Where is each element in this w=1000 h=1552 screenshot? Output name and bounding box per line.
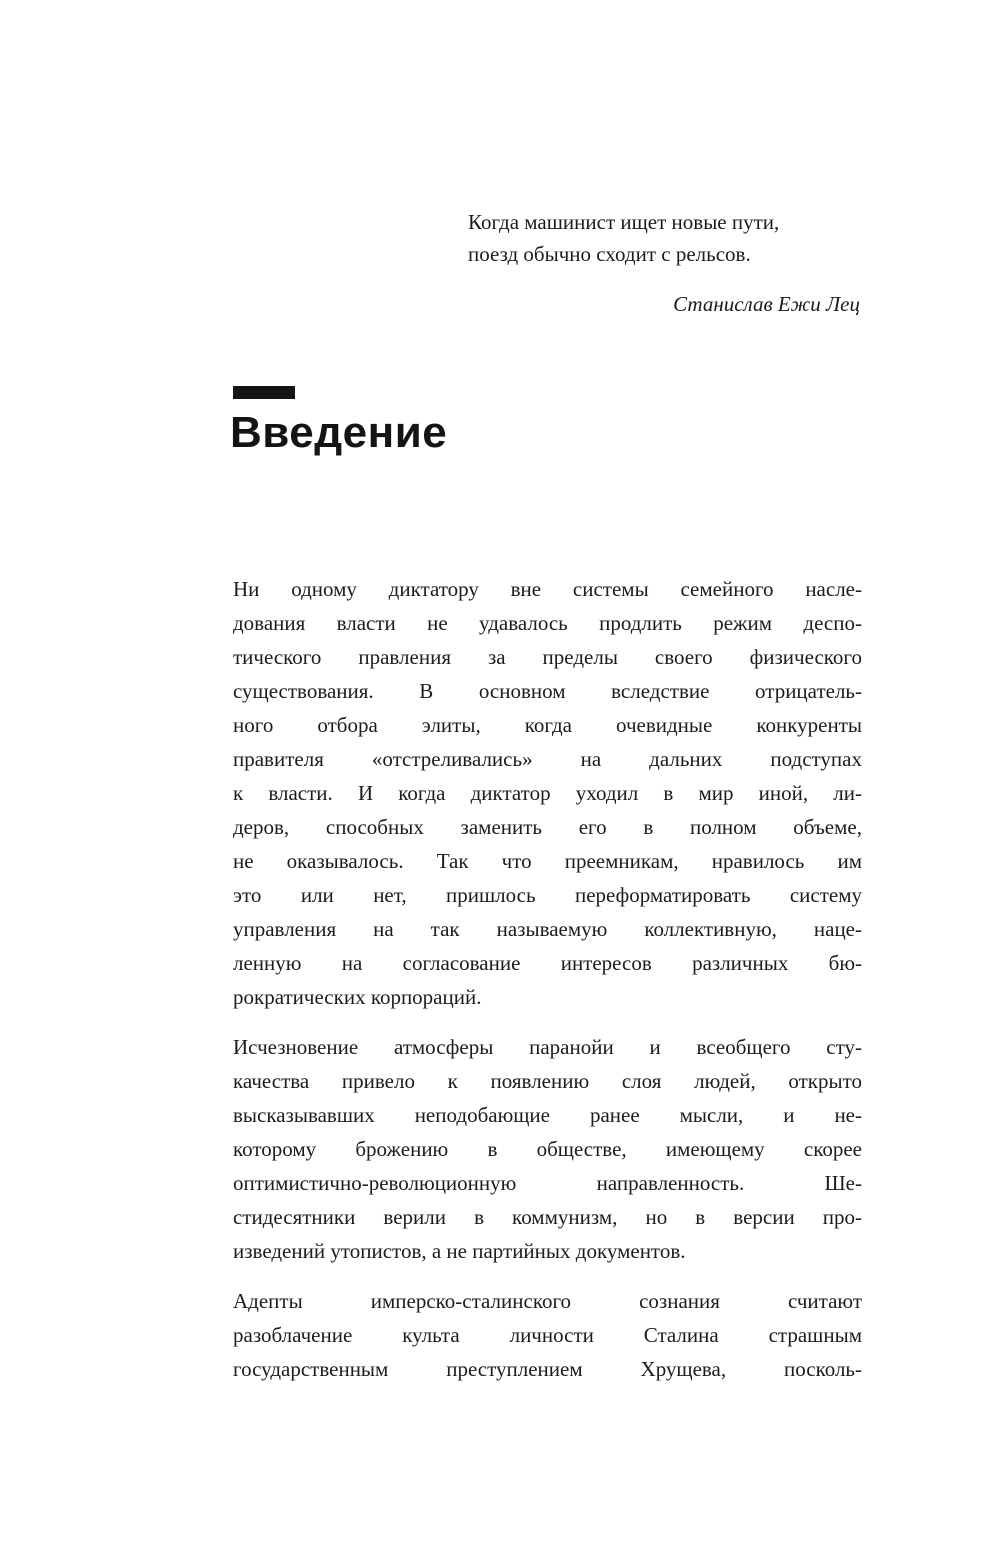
epigraph: [468, 206, 860, 320]
epigraph-line: поезд обычно сходит с рельсов.: [468, 242, 751, 266]
text-line: стидесятники верили в коммунизм, но в версии про-: [233, 1205, 862, 1229]
text-line: оптимистично-революционную направленность. Ше-: [233, 1171, 862, 1195]
text-line: деров, способных заменить его в полном объеме,: [233, 815, 862, 839]
body-text: [233, 572, 862, 1402]
text-line: которому брожению в обществе, имеющему скорее: [233, 1137, 862, 1161]
text-line: Адепты имперско-сталинского сознания считают: [233, 1289, 862, 1313]
text-line: Исчезновение атмосферы паранойи и всеобщего сту-: [233, 1035, 862, 1059]
text-line: рократических корпораций.: [233, 985, 482, 1009]
epigraph-line: Когда машинист ищет новые пути,: [468, 210, 780, 234]
heading-rule: [233, 386, 295, 399]
text-line: ленную на согласование интересов различных бю-: [233, 951, 862, 975]
chapter-title: Введение: [230, 408, 448, 457]
text-line: Ни одному диктатору вне системы семейного насле-: [233, 577, 862, 601]
text-line: не оказывалось. Так что преемникам, нравилось им: [233, 849, 862, 873]
paragraph: [233, 572, 862, 1014]
text-line: государственным преступлением Хрущева, посколь-: [233, 1357, 862, 1381]
text-line: тического правления за пределы своего физического: [233, 645, 862, 669]
text-line: это или нет, пришлось переформатировать систему: [233, 883, 862, 907]
paragraph: [233, 1284, 862, 1386]
text-line: к власти. И когда диктатор уходил в мир иной, ли-: [233, 781, 862, 805]
text-line: правителя «отстреливались» на дальних подступах: [233, 747, 862, 771]
epigraph-attribution: Станислав Ежи Лец: [673, 292, 860, 316]
text-line: управления на так называемую коллективную, наце-: [233, 917, 862, 941]
text-line: ного отбора элиты, когда очевидные конкуренты: [233, 713, 862, 737]
paragraph: [233, 1030, 862, 1268]
text-line: высказывавших неподобающие ранее мысли, и не-: [233, 1103, 862, 1127]
text-line: разоблачение культа личности Сталина страшным: [233, 1323, 862, 1347]
text-line: изведений утопистов, а не партийных документов.: [233, 1239, 686, 1263]
text-line: существования. В основном вследствие отрицатель-: [233, 679, 862, 703]
text-line: качества привело к появлению слоя людей, открыто: [233, 1069, 862, 1093]
text-line: дования власти не удавалось продлить режим деспо-: [233, 611, 862, 635]
